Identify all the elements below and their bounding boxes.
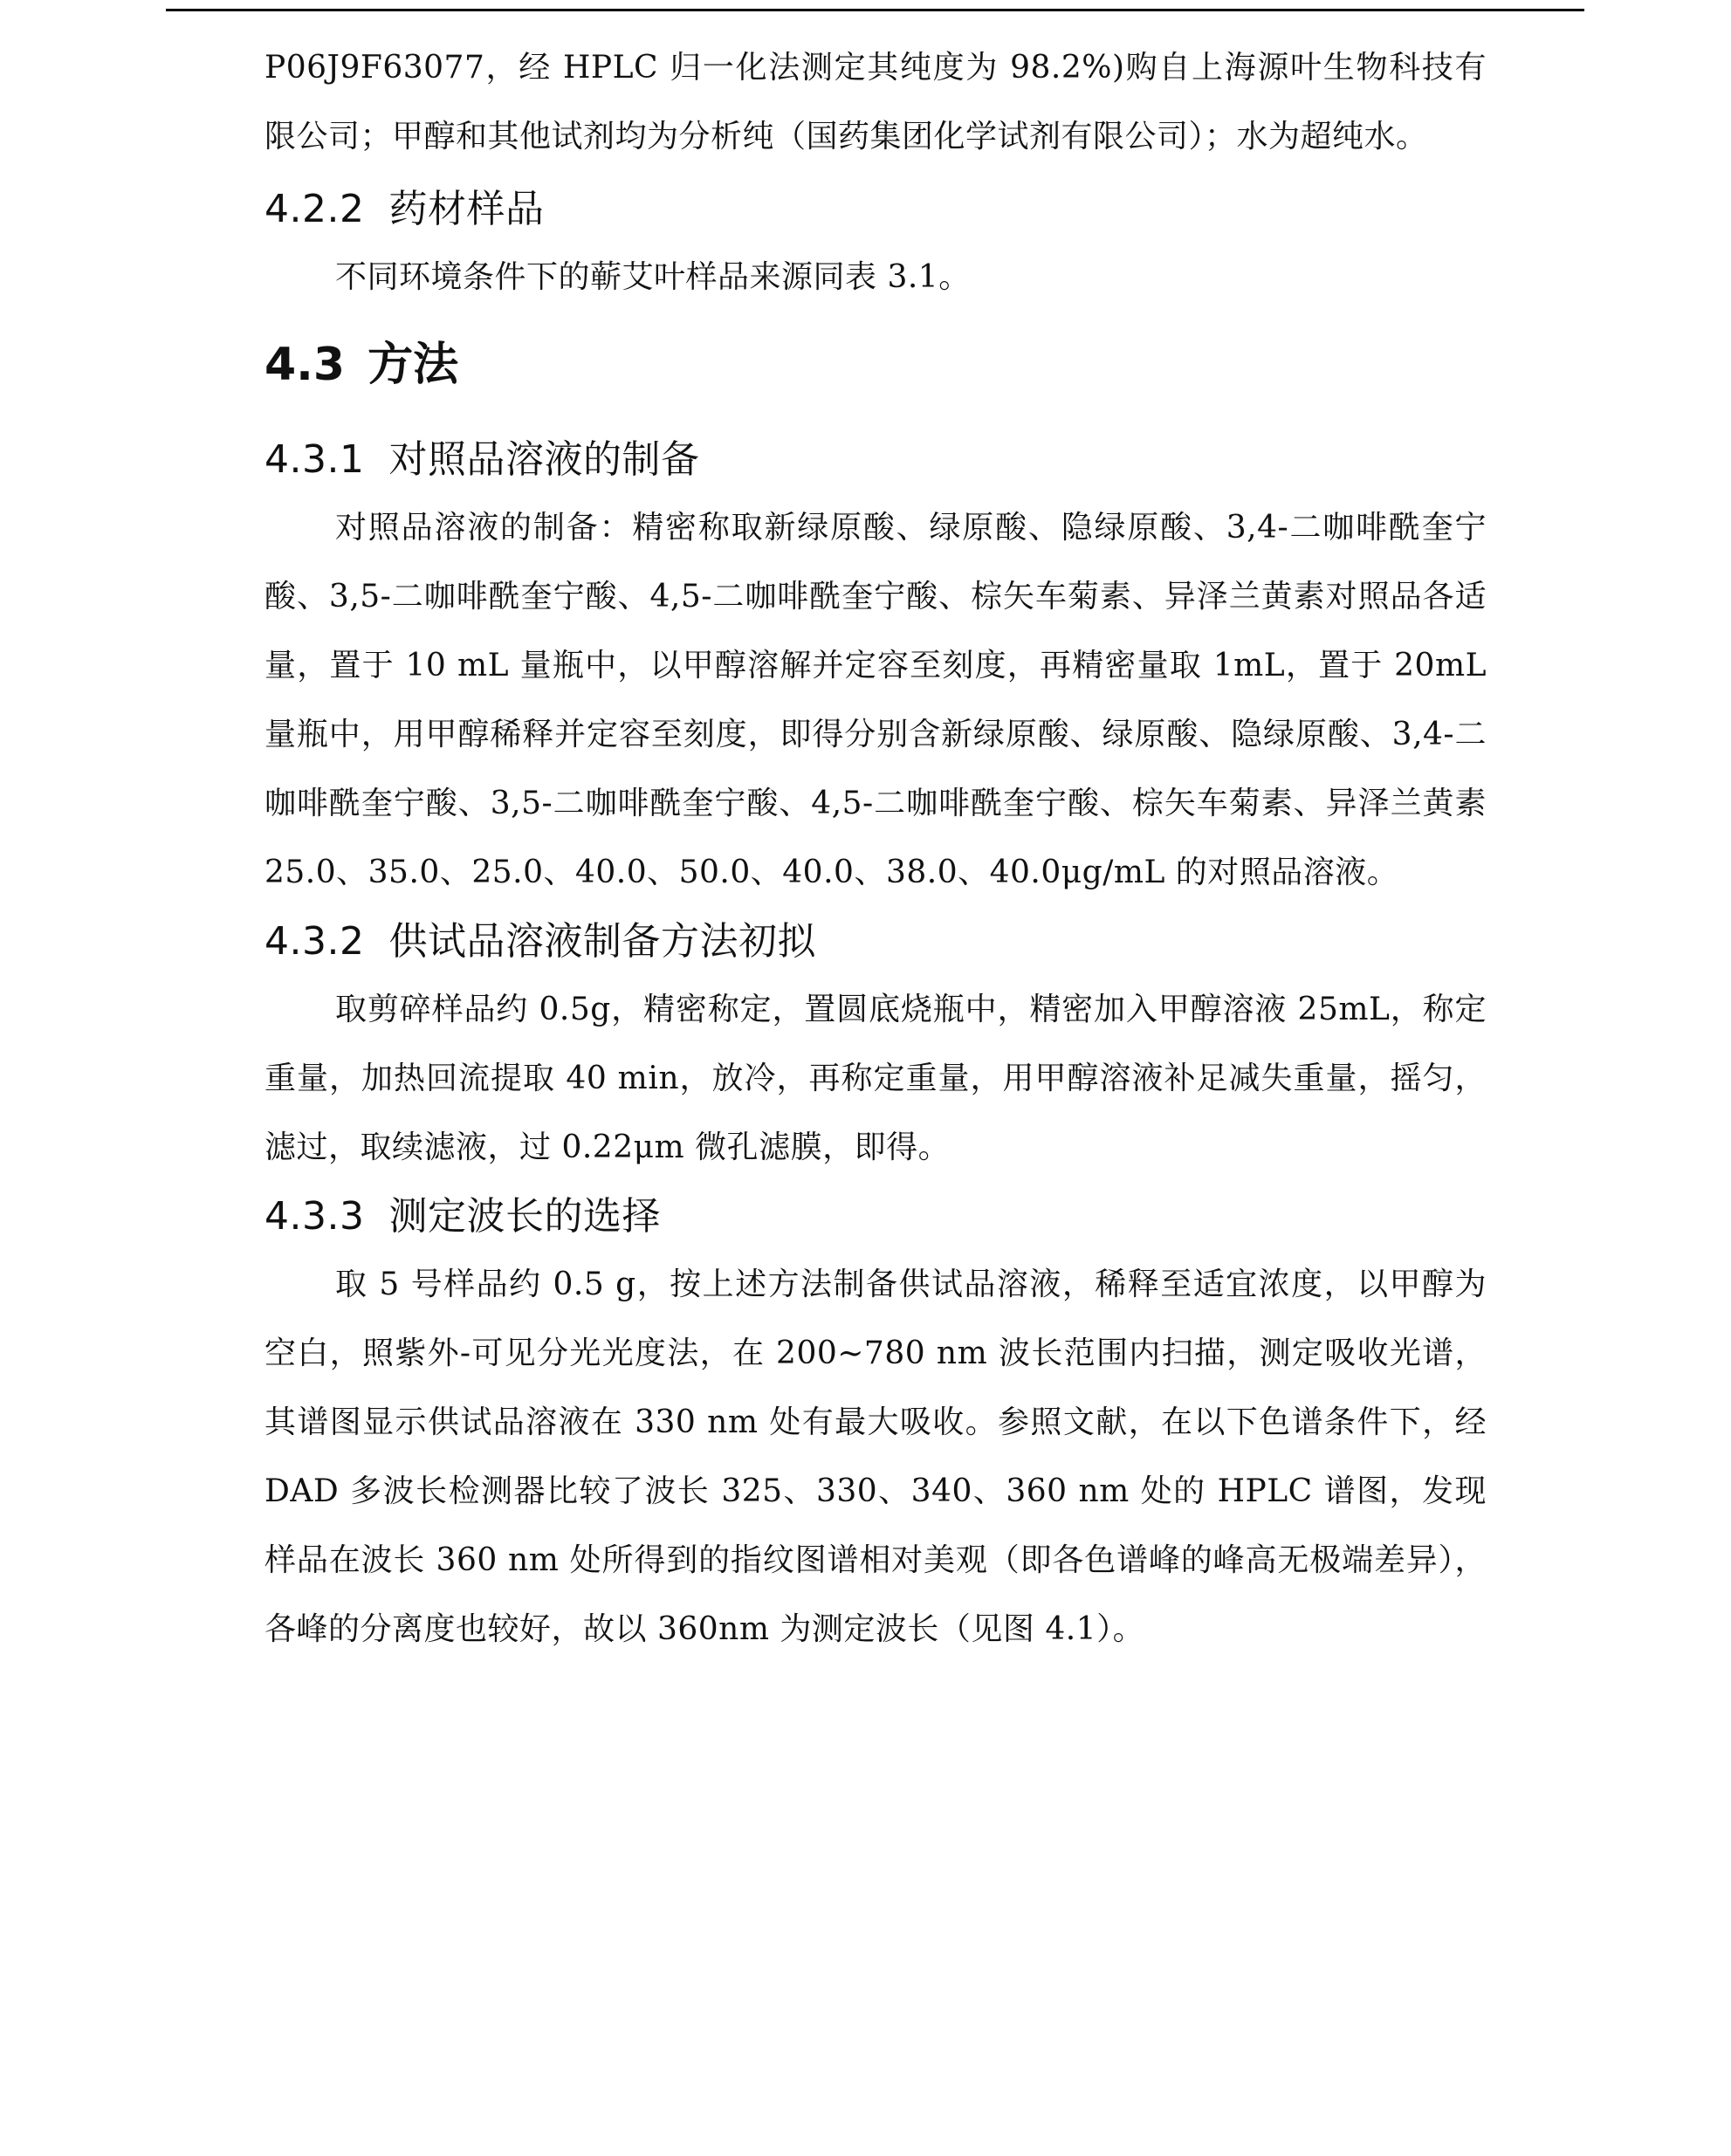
heading-number: 4.3.2: [264, 919, 365, 964]
heading-title: 供试品溶液制备方法初拟: [388, 919, 816, 964]
heading-4-3-3: [264, 1191, 1487, 1243]
section-4-2-2-body: 不同环境条件下的蕲艾叶样品来源同表 3.1。: [335, 259, 971, 295]
heading-number: 4.2.2: [264, 187, 365, 231]
heading-4-3-1: [264, 434, 1487, 486]
intro-paragraph: P06J9F63077，经 HPLC 归一化法测定其纯度为 98.2%)购自上海源叶生物科技有限公司；甲醇和其他试剂均为分析纯（国药集团化学试剂有限公司）；水为超纯水。: [264, 50, 1487, 154]
paper-page: [264, 33, 1487, 1664]
section-4-3-2-body: 取剪碎样品约 0.5g，精密称定，置圆底烧瓶中，精密加入甲醇溶液 25mL，称定重量，加热回流提取 40 min，放冷，再称定重量，用甲醇溶液补足减失重量，摇匀，滤过，取续滤液，过 0.22μm 微孔滤膜，即得。: [264, 992, 1487, 1165]
heading-number: 4.3.3: [264, 1194, 365, 1239]
heading-number: 4.3.1: [264, 437, 365, 482]
heading-4-2-2: [264, 183, 1487, 236]
heading-4-3-2: [264, 916, 1487, 968]
heading-title: 方法: [367, 339, 459, 391]
header-rule: [166, 9, 1584, 11]
heading-title: 药材样品: [388, 187, 545, 231]
heading-title: 对照品溶液的制备: [388, 437, 700, 482]
heading-4-3: [264, 334, 1487, 395]
heading-title: 测定波长的选择: [388, 1194, 661, 1239]
heading-number: 4.3: [264, 339, 346, 391]
section-4-3-1-body: 对照品溶液的制备：精密称取新绿原酸、绿原酸、隐绿原酸、3,4-二咖啡酰奎宁酸、3,5-二咖啡酰奎宁酸、4,5-二咖啡酰奎宁酸、棕矢车菊素、异泽兰黄素对照品各适量，置于 10 mL 量瓶中，以甲醇溶解并定容至刻度，再精密量取 1mL，置于 20mL 量瓶中，用甲醇稀释并定容至刻度，即得分别含新绿原酸、绿原酸、隐绿原酸、3,4-二咖啡酰奎宁酸、3,5-二咖啡酰奎宁酸、4,5-二咖啡酰奎宁酸、棕矢车菊素、异泽兰黄素 25.0、35.0、25.0、40.0、50.0、40.0、38.0、40.0μg/mL 的对照品溶液。: [264, 510, 1487, 890]
section-4-3-3-body: 取 5 号样品约 0.5 g，按上述方法制备供试品溶液，稀释至适宜浓度，以甲醇为空白，照紫外-可见分光光度法，在 200~780 nm 波长范围内扫描，测定吸收光谱，其谱图显示供试品溶液在 330 nm 处有最大吸收。参照文献，在以下色谱条件下，经 DAD 多波长检测器比较了波长 325、330、340、360 nm 处的 HPLC 谱图，发现样品在波长 360 nm 处所得到的指纹图谱相对美观（即各色谱峰的峰高无极端差异），各峰的分离度也较好，故以 360nm 为测定波长（见图 4.1）。: [264, 1267, 1487, 1647]
